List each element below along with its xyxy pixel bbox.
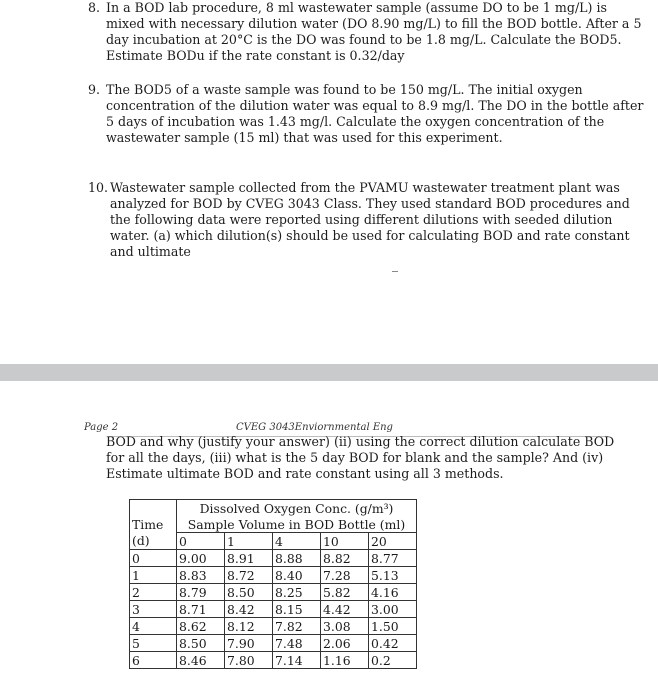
time-cell: 4 xyxy=(130,618,177,635)
stray-mark xyxy=(392,271,398,272)
do-value-cell: 3.00 xyxy=(369,601,417,618)
do-value-cell: 8.50 xyxy=(177,635,225,652)
time-cell: 5 xyxy=(130,635,177,652)
do-value-cell: 8.88 xyxy=(273,550,321,567)
time-cell: 1 xyxy=(130,567,177,584)
do-value-cell: 7.48 xyxy=(273,635,321,652)
do-value-cell: 7.82 xyxy=(273,618,321,635)
time-cell: 6 xyxy=(130,652,177,669)
question-9 xyxy=(88,82,648,146)
table-row xyxy=(130,550,417,567)
table-row xyxy=(130,635,417,652)
time-header-blank xyxy=(130,500,177,517)
do-value-cell: 8.46 xyxy=(177,652,225,669)
time-cell: 2 xyxy=(130,584,177,601)
question-9-text: The BOD5 of a waste sample was found to be 150 mg/L. The initial oxygen concentration of the dilution water was equal to 8.9 mg/l. The DO in the bottle after 5 days of incubation was 1.43 mg/l. Calculate the oxygen concentration of the wastewater sample (15 ml) that was used for this experiment. xyxy=(106,82,644,145)
table-row xyxy=(130,601,417,618)
do-value-cell: 4.42 xyxy=(321,601,369,618)
do-value-cell: 3.08 xyxy=(321,618,369,635)
table-title: Dissolved Oxygen Conc. (g/m³) xyxy=(177,500,417,517)
do-value-cell: 8.42 xyxy=(225,601,273,618)
do-value-cell: 5.82 xyxy=(321,584,369,601)
do-value-cell: 1.50 xyxy=(369,618,417,635)
question-10-number: 10. xyxy=(88,180,109,195)
question-10-text: Wastewater sample collected from the PVAMU wastewater treatment plant was analyzed for BOD by CVEG 3043 Class. They used standard BOD procedures and the following data were reported using different dilutions with seeded dilution water. (a) which dilution(s) should be used for calculating BOD and rate constant and ultimate xyxy=(110,180,630,259)
do-value-cell: 2.06 xyxy=(321,635,369,652)
table-subtitle: Sample Volume in BOD Bottle (ml) xyxy=(177,516,417,533)
do-value-cell: 8.71 xyxy=(177,601,225,618)
table-row xyxy=(130,618,417,635)
volume-header: 10 xyxy=(321,533,369,550)
do-value-cell: 9.00 xyxy=(177,550,225,567)
question-8-text: In a BOD lab procedure, 8 ml wastewater sample (assume DO to be 1 mg/L) is mixed with necessary dilution water (DO 8.90 mg/L) to fill the BOD bottle. After a 5 day incubation at 20°C is the DO was found to be 1.8 mg/L. Calculate the BOD5. Estimate BODu if the rate constant is 0.32/day xyxy=(106,0,642,63)
volume-header: 1 xyxy=(225,533,273,550)
page-divider xyxy=(0,364,658,381)
question-9-number: 9. xyxy=(88,82,101,97)
do-value-cell: 7.14 xyxy=(273,652,321,669)
course-header: CVEG 3043Enviornmental Eng xyxy=(236,422,393,433)
time-cell: 3 xyxy=(130,601,177,618)
do-value-cell: 7.80 xyxy=(225,652,273,669)
time-cell: 0 xyxy=(130,550,177,567)
do-value-cell: 8.40 xyxy=(273,567,321,584)
do-value-cell: 8.50 xyxy=(225,584,273,601)
do-value-cell: 8.62 xyxy=(177,618,225,635)
volume-header: 20 xyxy=(369,533,417,550)
do-value-cell: 8.79 xyxy=(177,584,225,601)
do-value-cell: 8.91 xyxy=(225,550,273,567)
do-value-cell: 8.82 xyxy=(321,550,369,567)
do-value-cell: 8.72 xyxy=(225,567,273,584)
do-value-cell: 8.25 xyxy=(273,584,321,601)
do-value-cell: 0.42 xyxy=(369,635,417,652)
page-number: Page 2 xyxy=(84,422,119,433)
table-row xyxy=(130,567,417,584)
do-value-cell: 0.2 xyxy=(369,652,417,669)
time-unit: (d) xyxy=(130,533,177,550)
do-value-cell: 5.13 xyxy=(369,567,417,584)
do-value-cell: 8.15 xyxy=(273,601,321,618)
do-value-cell: 7.90 xyxy=(225,635,273,652)
table-body xyxy=(130,550,417,669)
table-row xyxy=(130,584,417,601)
question-10 xyxy=(88,180,648,260)
do-value-cell: 8.77 xyxy=(369,550,417,567)
do-value-cell: 1.16 xyxy=(321,652,369,669)
volume-header: 0 xyxy=(177,533,225,550)
do-value-cell: 8.12 xyxy=(225,618,273,635)
dissolved-oxygen-table xyxy=(129,499,417,669)
do-value-cell: 4.16 xyxy=(369,584,417,601)
question-10-continuation: BOD and why (justify your answer) (ii) using the correct dilution calculate BOD for all the days, (iii) what is the 5 day BOD for blank and the sample? And (iv) Estimate ultimate BOD and rate constant using all 3 methods. xyxy=(106,434,615,481)
time-label: Time xyxy=(130,516,177,533)
do-value-cell: 7.28 xyxy=(321,567,369,584)
question-8-number: 8. xyxy=(88,0,101,15)
volume-header: 4 xyxy=(273,533,321,550)
question-8 xyxy=(88,0,648,64)
do-value-cell: 8.83 xyxy=(177,567,225,584)
table-row xyxy=(130,652,417,669)
